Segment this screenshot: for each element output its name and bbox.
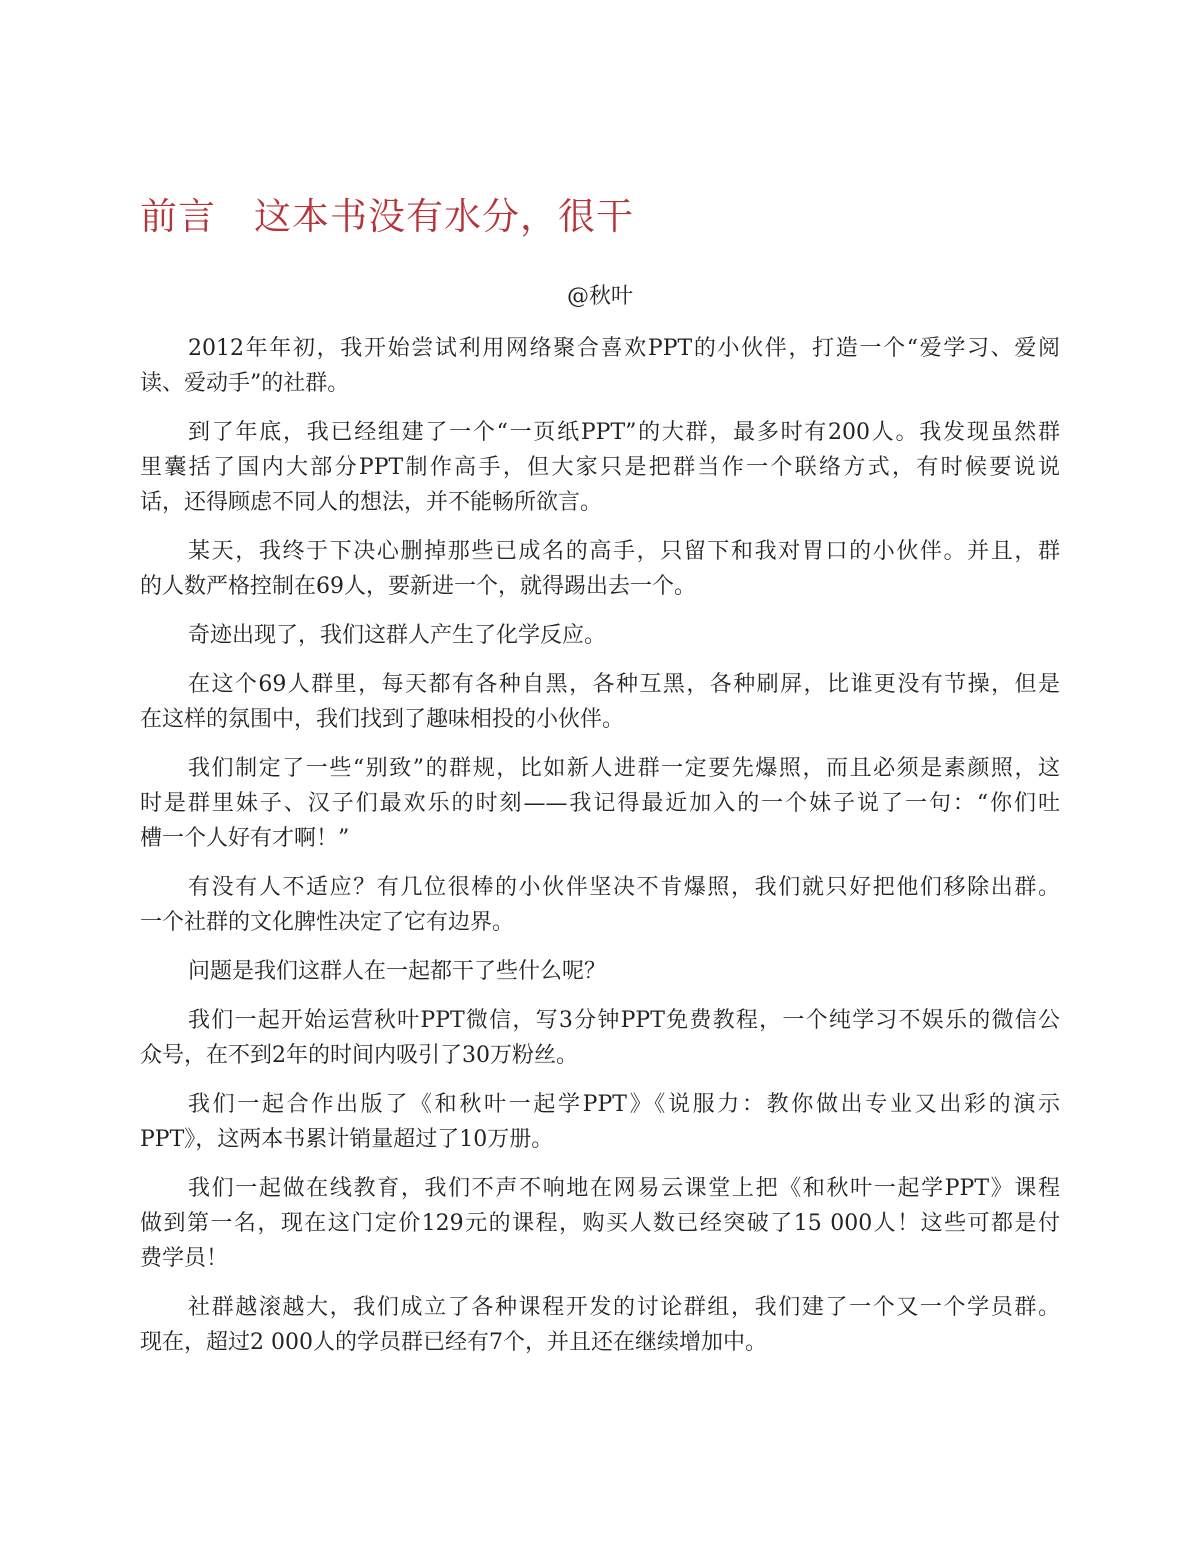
paragraph	[140, 1171, 1060, 1276]
paragraph-line: 里囊括了国内大部分PPT制作高手，但大家只是把群当作一个联络方式，有时候要说说	[140, 455, 1060, 480]
paragraph-line: 读、爱动手”的社群。	[140, 371, 350, 396]
paragraph-line: 某天，我终于下决心删掉那些已成名的高手，只留下和我对胃口的小伙伴。并且，群	[188, 539, 1060, 564]
paragraph-line: 我们一起开始运营秋叶PPT微信，写3分钟PPT免费教程，一个纯学习不娱乐的微信公	[188, 1008, 1060, 1033]
chapter-title: 前言 这本书没有水分，很干	[140, 195, 634, 238]
paragraph-line: 话，还得顾虑不同人的想法，并不能畅所欲言。	[140, 490, 603, 515]
paragraph-line: 现在，超过2 000人的学员群已经有7个，并且还在继续增加中。	[140, 1330, 767, 1355]
paragraph-line: 我们一起合作出版了《和秋叶一起学PPT》《说服力：教你做出专业又出彩的演示	[188, 1092, 1060, 1117]
paragraph	[140, 954, 1060, 989]
paragraph-line: 奇迹出现了，我们这群人产生了化学反应。	[188, 623, 607, 648]
paragraph	[140, 667, 1060, 737]
paragraph-line: 到了年底，我已经组建了一个“一页纸PPT”的大群，最多时有200人。我发现虽然群	[188, 420, 1060, 445]
paragraph-line: 问题是我们这群人在一起都干了些什么呢？	[188, 959, 607, 984]
paragraph-line: PPT》，这两本书累计销量超过了10万册。	[140, 1127, 554, 1152]
paragraph-line: 的人数严格控制在69人，要新进一个，就得踢出去一个。	[140, 574, 696, 599]
paragraph-line: 2012年年初，我开始尝试利用网络聚合喜欢PPT的小伙伴，打造一个“爱学习、爱阅	[188, 336, 1060, 361]
paragraph-line: 有没有人不适应？有几位很棒的小伙伴坚决不肯爆照，我们就只好把他们移除出群。	[188, 875, 1060, 900]
paragraph-line: 我们制定了一些“别致”的群规，比如新人进群一定要先爆照，而且必须是素颜照，这	[188, 756, 1060, 781]
paragraph-line: 费学员！	[140, 1246, 229, 1271]
paragraph	[140, 1290, 1060, 1360]
paragraph	[140, 331, 1060, 401]
paragraph-line: 时是群里妹子、汉子们最欢乐的时刻——我记得最近加入的一个妹子说了一句：“你们吐	[140, 791, 1060, 816]
paragraph	[140, 415, 1060, 520]
paragraph	[140, 1087, 1060, 1157]
paragraph-line: 做到第一名，现在这门定价129元的课程，购买人数已经突破了15 000人！这些可都是付	[140, 1211, 1060, 1236]
paragraph	[140, 751, 1060, 856]
paragraph-line: 槽一个人好有才啊！”	[140, 826, 350, 851]
paragraph-line: 众号，在不到2年的时间内吸引了30万粉丝。	[140, 1043, 578, 1068]
paragraph-line: 一个社群的文化脾性决定了它有边界。	[140, 910, 515, 935]
paragraph	[140, 1003, 1060, 1073]
paragraph	[140, 870, 1060, 940]
paragraph	[140, 534, 1060, 604]
author-byline: @秋叶	[566, 284, 633, 309]
paragraph-line: 社群越滚越大，我们成立了各种课程开发的讨论群组，我们建了一个又一个学员群。	[188, 1295, 1060, 1320]
paragraph-line: 在这个69人群里，每天都有各种自黑，各种互黑，各种刷屏，比谁更没有节操，但是	[188, 672, 1060, 697]
paragraph	[140, 618, 1060, 653]
body-text	[140, 331, 1060, 1374]
paragraph-line: 在这样的氛围中，我们找到了趣味相投的小伙伴。	[140, 707, 625, 732]
paragraph-line: 我们一起做在线教育，我们不声不响地在网易云课堂上把《和秋叶一起学PPT》课程	[188, 1176, 1060, 1201]
